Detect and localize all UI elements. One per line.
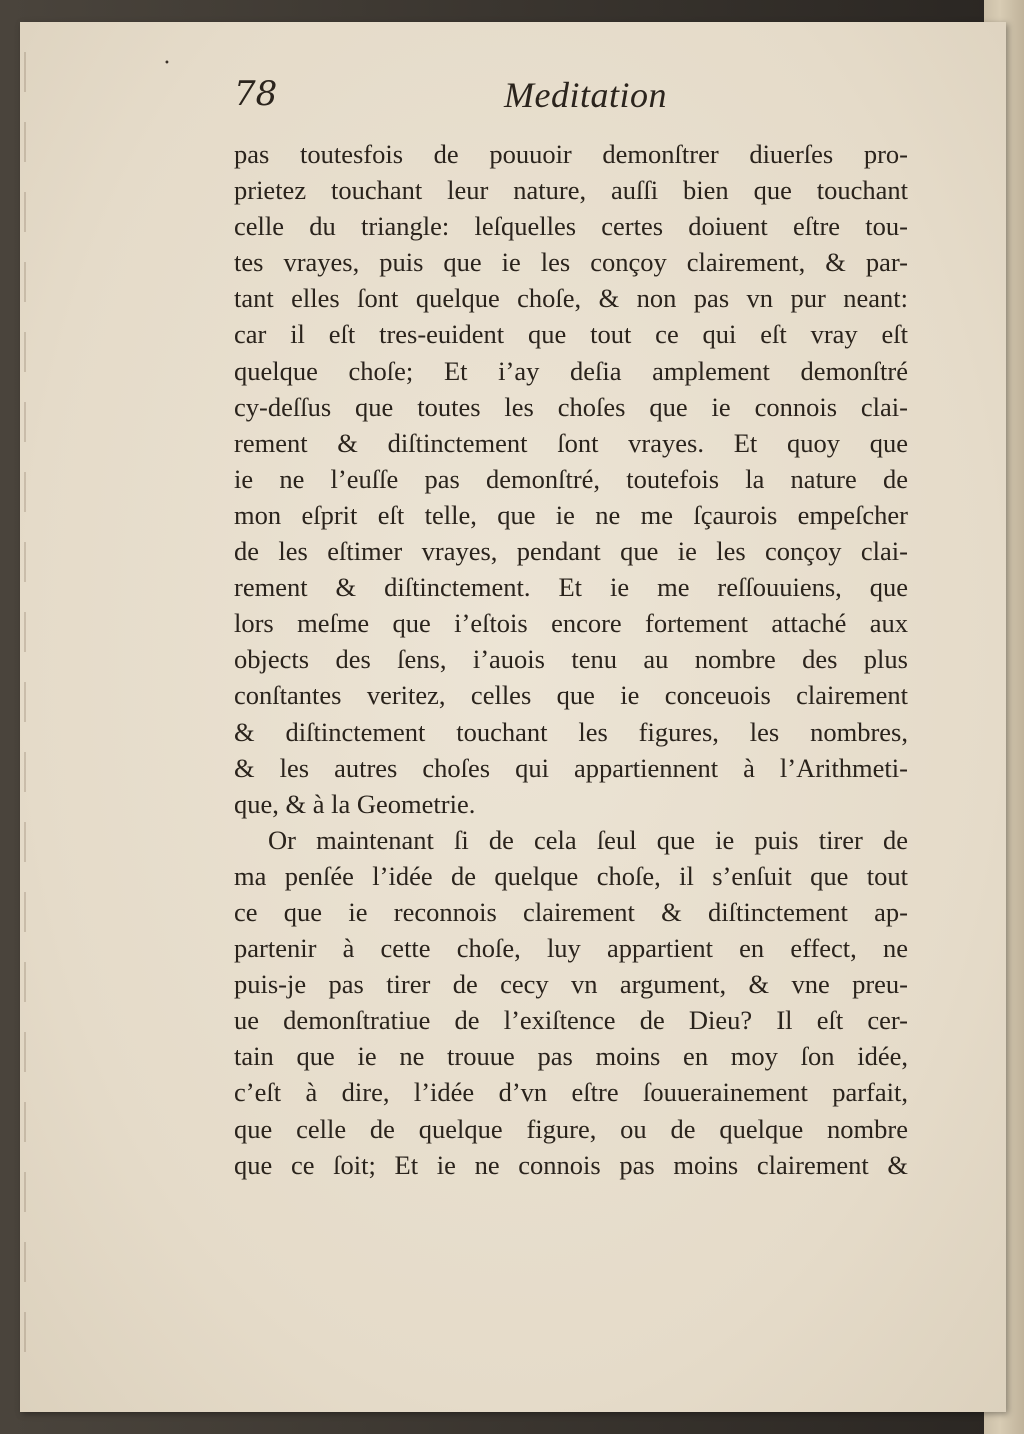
text-line: ce que ie reconnois clairement & diſtinctement ap- bbox=[234, 896, 908, 927]
text-line: c’eſt à dire, l’idée d’vn eſtre ſouuerainement parfait, bbox=[234, 1077, 908, 1108]
binding-shadow bbox=[24, 52, 26, 1382]
text-line: ma penſée l’idée de quelque choſe, il s’enſuit que tout bbox=[234, 860, 908, 891]
text-line: ie ne l’euſſe pas demonſtré, toutefois la nature de bbox=[234, 463, 908, 494]
page-number: 78 bbox=[234, 74, 278, 114]
text-line: prietez touchant leur nature, auſſi bien que touchant bbox=[234, 175, 908, 206]
text-line: tant elles ſont quelque choſe, & non pas vn pur neant: bbox=[234, 283, 908, 314]
text-line: que ce ſoit; Et ie ne connois pas moins clairement & bbox=[234, 1149, 908, 1180]
text-line: rement & diſtinctement. Et ie me reſſouuiens, que bbox=[234, 572, 908, 603]
paragraph-end-line: que, & à la Geometrie. bbox=[234, 788, 476, 819]
running-title: Meditation bbox=[504, 75, 667, 115]
text-line: cy-deſſus que toutes les choſes que ie connois clai- bbox=[234, 391, 908, 422]
text-line: conſtantes veritez, celles que ie conceuois clairement bbox=[234, 680, 908, 711]
text-line: celle du triangle: leſquelles certes doiuent eſtre tou- bbox=[234, 211, 908, 242]
text-line: que celle de quelque figure, ou de quelque nombre bbox=[234, 1113, 908, 1144]
text-line: tain que ie ne trouue pas moins en moy ſon idée, bbox=[234, 1041, 908, 1072]
body-text bbox=[234, 136, 908, 1183]
text-line: quelque choſe; Et i’ay deſia amplement demonſtré bbox=[234, 355, 908, 386]
text-line: rement & diſtinctement ſont vrayes. Et quoy que bbox=[234, 427, 908, 458]
text-line: ue demonſtratiue de l’exiſtence de Dieu? Il eſt cer- bbox=[234, 1005, 908, 1036]
text-line: partenir à cette choſe, luy appartient en effect, ne bbox=[234, 933, 908, 964]
text-line: mon eſprit eſt telle, que ie ne me ſçaurois empeſcher bbox=[234, 499, 908, 530]
text-line: & les autres choſes qui appartiennent à l’Arithmeti- bbox=[234, 752, 908, 783]
ink-speck: • bbox=[164, 58, 170, 69]
text-line: & diſtinctement touchant les figures, les nombres, bbox=[234, 716, 908, 747]
text-line: pas toutesfois de pouuoir demonſtrer diuerſes pro- bbox=[234, 139, 908, 169]
book-page bbox=[20, 22, 1006, 1412]
paragraph-first-line: Or maintenant ſi de cela ſeul que ie puis tirer de bbox=[268, 824, 908, 855]
text-line: de les eſtimer vrayes, pendant que ie les conçoy clai- bbox=[234, 536, 908, 567]
running-head bbox=[234, 74, 904, 120]
text-line: car il eſt tres-euident que tout ce qui eſt vray eſt bbox=[234, 319, 908, 350]
text-line: puis-je pas tirer de cecy vn argument, & vne preu- bbox=[234, 969, 908, 1000]
text-line: objects des ſens, i’auois tenu au nombre des plus bbox=[234, 644, 908, 675]
text-line: tes vrayes, puis que ie les conçoy clairement, & par- bbox=[234, 247, 908, 278]
text-line: lors meſme que i’eſtois encore fortement attaché aux bbox=[234, 608, 908, 639]
